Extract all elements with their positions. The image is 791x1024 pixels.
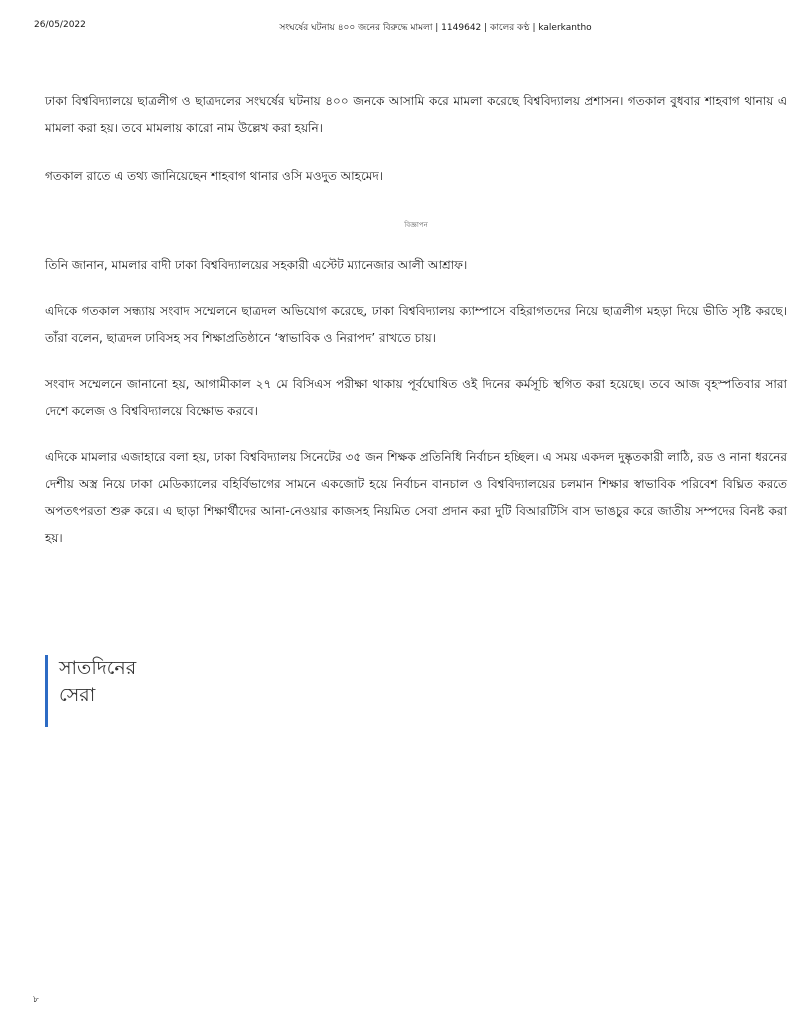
article-paragraph: ঢাকা বিশ্ববিদ্যালয়ে ছাত্রলীগ ও ছাত্রদলের সংঘর্ষের ঘটনায় ৪০০ জনকে আসামি করে মামলা করেছে বিশ্ববিদ্যালয় প্রশাসন। গতকাল বুধবার শাহবাগ থানায় এ মামলা করা হয়। তবে মামলায় কারো নাম উল্লেখ করা হয়নি।: [45, 94, 787, 135]
print-date: 26/05/2022: [34, 20, 86, 30]
article-paragraph: গতকাল রাতে এ তথ্য জানিয়েছেন শাহবাগ থানার ওসি মওদুত আহমেদ।: [45, 169, 384, 183]
advertisement-label: বিজ্ঞাপন: [404, 221, 428, 229]
weekly-best-line-2: সেরা: [59, 684, 96, 706]
article-paragraph: এদিকে গতকাল সন্ধ্যায় সংবাদ সম্মেলনে ছাত্রদল অভিযোগ করেছে, ঢাকা বিশ্ববিদ্যালয় ক্যাম্পাসে বহিরাগতদের নিয়ে ছাত্রলীগ মহড়া দিয়ে ভীতি সৃষ্টি করছে। তাঁরা বলেন, ছাত্রদল ঢাবিসহ সব শিক্ষাপ্রতিষ্ঠানে ‘স্বাভাবিক ও নিরাপদ’ রাখতে চায়।: [45, 304, 787, 345]
print-header: [0, 20, 791, 34]
article-paragraph: সংবাদ সম্মেলনে জানানো হয়, আগামীকাল ২৭ মে বিসিএস পরীক্ষা থাকায় পূর্বঘোষিত ওই দিনের কর্মসূচি স্থগিত করা হয়েছে। তবে আজ বৃহস্পতিবার সারা দেশে কলেজ ও বিশ্ববিদ্যালয়ে বিক্ষোভ করবে।: [45, 377, 787, 418]
article-body: [45, 88, 787, 552]
print-page-title: সংঘর্ষের ঘটনায় ৪০০ জনের বিরুদ্ধে মামলা | 1149642 | কালের কণ্ঠ | kalerkantho: [279, 23, 592, 33]
weekly-best-heading: [45, 655, 136, 727]
article-paragraph: এদিকে মামলার এজাহারে বলা হয়, ঢাকা বিশ্ববিদ্যালয় সিনেটের ৩৫ জন শিক্ষক প্রতিনিধি নির্বাচন হচ্ছিল। এ সময় একদল দুষ্কৃতকারী লাঠি, রড ও নানা ধরনের দেশীয় অস্ত্র নিয়ে ঢাকা মেডিক্যালের বহির্বিভাগের সামনে একজোট হয়ে নির্বাচন বানচাল ও বিশ্ববিদ্যালয়ের চলমান শিক্ষার স্বাভাবিক পরিবেশ বিঘ্নিত করতে অপতৎপরতা শুরু করে। এ ছাড়া শিক্ষার্থীদের আনা-নেওয়ার কাজসহ নিয়মিত সেবা প্রদান করা দুটি বিআরটিসি বাস ভাঙচুর করে জাতীয় সম্পদের বিনষ্ট করা হয়।: [45, 450, 787, 545]
weekly-best-line-1: সাতদিনের: [59, 657, 137, 679]
page-number: ৮: [33, 995, 39, 1005]
article-paragraph: তিনি জানান, মামলার বাদী ঢাকা বিশ্ববিদ্যালয়ের সহকারী এস্টেট ম্যানেজার আলী আশ্রাফ।: [45, 258, 468, 272]
